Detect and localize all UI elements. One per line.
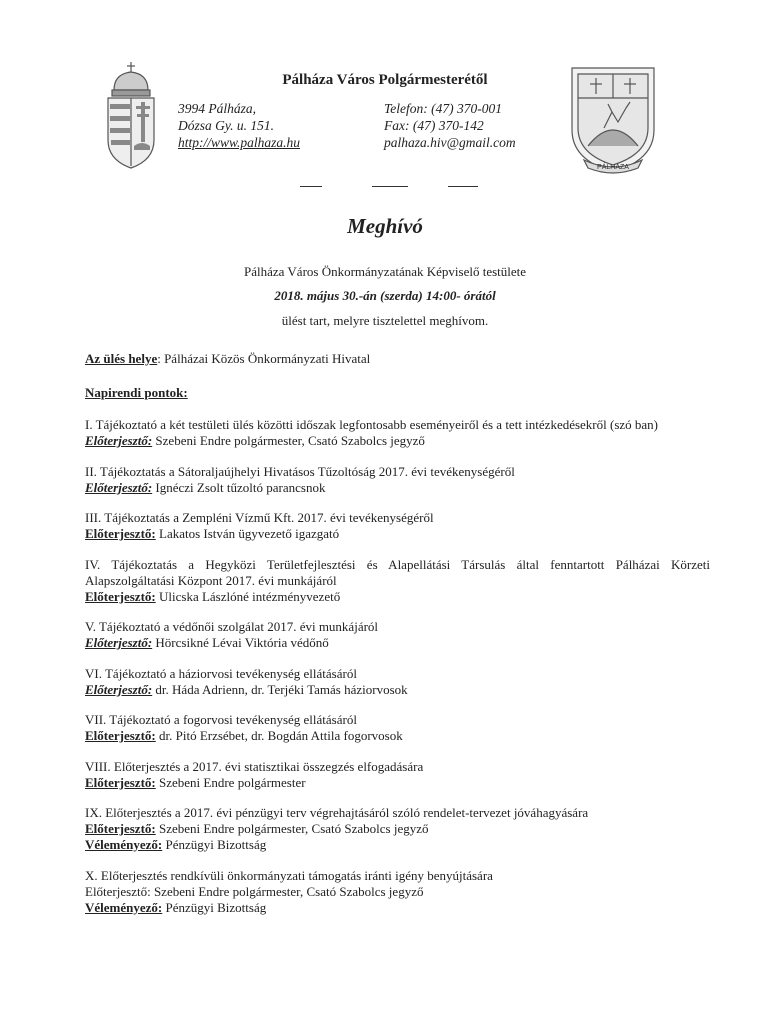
- presenter-label: Előterjesztő:: [85, 635, 153, 650]
- intro-line-1: Pálháza Város Önkormányzatának Képviselő testülete: [243, 264, 527, 279]
- presenter-name: Szebeni Endre polgármester: [155, 774, 306, 790]
- presenter-label: Előterjesztő:: [85, 774, 156, 790]
- agenda-item: [85, 759, 710, 791]
- divider-dash: [448, 186, 478, 187]
- meeting-date: 2018. május 30.-án (szerda) 14:00- órától: [274, 288, 496, 303]
- agenda-item: [85, 805, 710, 853]
- agenda-item: [85, 712, 710, 744]
- agenda-list: [85, 417, 710, 930]
- presenter-label: Előterjesztő:: [85, 433, 153, 448]
- agenda-item-text: IV. Tájékoztatás a Hegyközi Területfejlesztési és Alapellátási Társulás által fenntartott Pálházai Körzeti Alapszolgáltatási Központ 2017. évi munkájáról: [85, 556, 710, 588]
- palhaza-coat-of-arms-icon: [568, 64, 658, 176]
- agenda-item-text: II. Tájékoztatás a Sátoraljaújhelyi Hivatásos Tűzoltóság 2017. évi tevékenységéről: [85, 463, 515, 479]
- agenda-heading: [85, 385, 710, 401]
- agenda-item: [85, 619, 710, 651]
- agenda-item-text: I. Tájékoztató a két testületi ülés közötti időszak legfontosabb eseményeiről és a tett intézkedésekről (szó ban): [85, 417, 659, 432]
- email-address: palhaza.hiv@gmail.com: [384, 135, 516, 150]
- agenda-heading-text: Napirendi pontok:: [85, 385, 188, 400]
- presenter-name: Lakatos István ügyvezető igazgató: [155, 526, 340, 541]
- agenda-item: [85, 510, 710, 542]
- header-title: Pálháza Város Polgármesterétől: [282, 72, 488, 88]
- agenda-item-text: VIII. Előterjesztés a 2017. évi statisztikai összegzés elfogadására: [85, 758, 424, 774]
- presenter-name: Szebeni Endre polgármester, Csató Szabolcs jegyző: [155, 821, 429, 836]
- agenda-item-text: V. Tájékoztató a védőnői szolgálat 2017. évi munkájáról: [85, 619, 379, 634]
- presenter-label: Előterjesztő:: [85, 526, 156, 541]
- reviewer-label: Véleményező:: [85, 837, 163, 852]
- phone-number: Telefon: (47) 370-001: [384, 101, 502, 116]
- agenda-item: [85, 557, 710, 605]
- divider-dash: [372, 186, 408, 187]
- meeting-venue: [85, 351, 710, 367]
- website-link[interactable]: http://www.palhaza.hu: [178, 135, 301, 150]
- divider-dash: [300, 186, 322, 187]
- presenter-label: Előterjesztő:: [85, 883, 151, 899]
- document-title: Meghívó: [347, 214, 423, 238]
- presenter-label: Előterjesztő:: [85, 728, 156, 743]
- presenter-label: Előterjesztő:: [85, 588, 156, 604]
- presenter-name: dr. Pitó Erzsébet, dr. Bogdán Attila fogorvosok: [155, 728, 403, 743]
- agenda-item: [85, 417, 710, 449]
- intro-line-3: ülést tart, melyre tisztelettel meghívom.: [281, 313, 489, 328]
- agenda-item-text: VI. Tájékoztató a háziorvosi tevékenység ellátásáról: [85, 665, 357, 681]
- presenter-label: Előterjesztő:: [85, 681, 153, 697]
- agenda-item: [85, 464, 710, 496]
- reviewer-label: Véleményező:: [85, 899, 163, 915]
- address-line-2: Dózsa Gy. u. 151.: [178, 118, 275, 133]
- contact-block: [384, 100, 516, 151]
- reviewer-name: Pénzügyi Bizottság: [162, 899, 267, 915]
- presenter-name: Hörcsikné Lévai Viktória védőnő: [152, 635, 329, 650]
- presenter-name: Szebeni Endre polgármester, Csató Szabolcs jegyző: [152, 433, 425, 448]
- presenter-name: Szebeni Endre polgármester, Csató Szabolcs jegyző: [150, 883, 424, 899]
- address-line-1: 3994 Pálháza,: [178, 101, 257, 116]
- agenda-item-text: IX. Előterjesztés a 2017. évi pénzügyi terv végrehajtásáról szóló rendelet-tervezet jóváhagyására: [85, 805, 589, 820]
- crest-town-name: PÁLHÁZA: [597, 164, 629, 171]
- address-block: [178, 100, 300, 151]
- presenter-name: Ignéczi Zsolt tűzoltó parancsnok: [152, 479, 326, 495]
- presenter-label: Előterjesztő:: [85, 479, 153, 495]
- venue-value: : Pálházai Közös Önkormányzati Hivatal: [157, 351, 371, 366]
- fax-number: Fax: (47) 370-142: [384, 118, 484, 133]
- presenter-name: dr. Háda Adrienn, dr. Terjéki Tamás háziorvosok: [152, 681, 408, 697]
- venue-label: Az ülés helye: [85, 351, 158, 366]
- reviewer-name: Pénzügyi Bizottság: [162, 837, 267, 852]
- agenda-item: [85, 666, 710, 698]
- agenda-item-text: III. Tájékoztatás a Zempléni Vízmű Kft. 2017. évi tevékenységéről: [85, 510, 434, 525]
- presenter-name: Ulicska Lászlóné intézményvezető: [155, 588, 341, 604]
- agenda-item-text: X. Előterjesztés rendkívüli önkormányzati támogatás iránti igény benyújtására: [85, 867, 493, 883]
- agenda-item: [85, 868, 710, 916]
- presenter-label: Előterjesztő:: [85, 821, 156, 836]
- agenda-item-text: VII. Tájékoztató a fogorvosi tevékenység ellátásáról: [85, 712, 357, 727]
